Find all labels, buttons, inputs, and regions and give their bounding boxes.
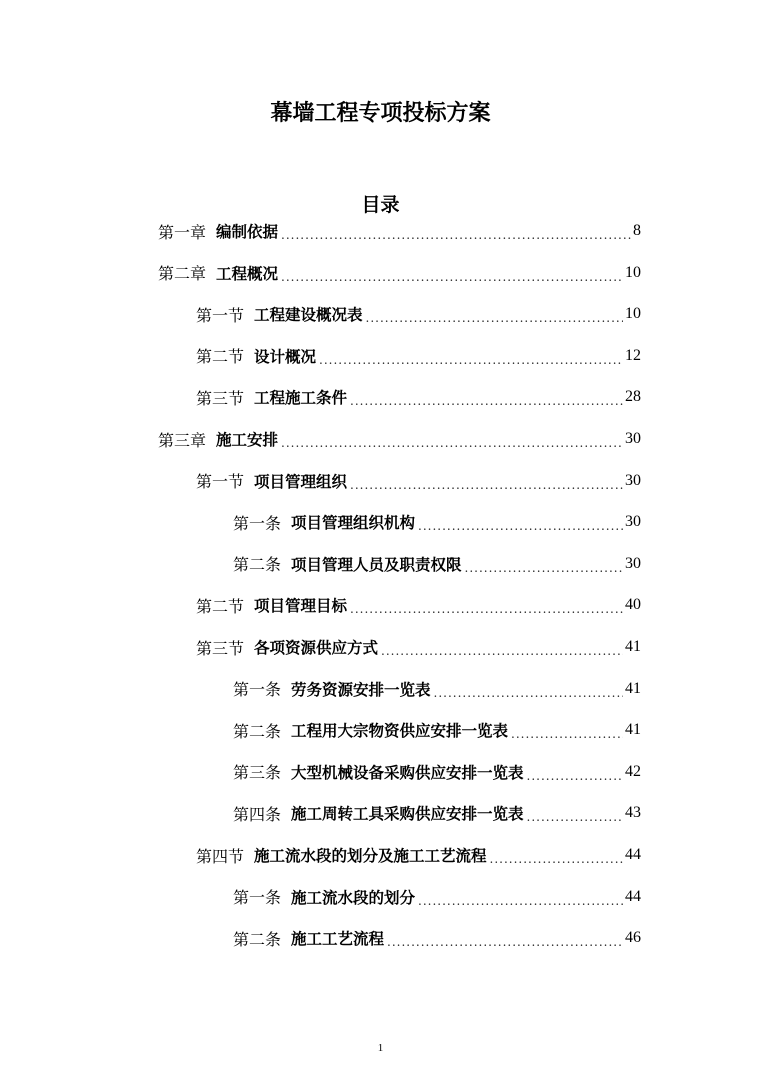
toc-dot-leader [490,852,623,866]
toc-dot-leader [350,394,623,408]
toc-entry[interactable] [158,218,641,244]
toc-entry-number: 第一条 [233,513,282,533]
toc-entry[interactable] [196,343,641,369]
toc-entry-title: 施工流水段的划分 [291,888,416,907]
toc-entry[interactable] [196,384,641,410]
toc-entry-page: 30 [625,471,641,489]
toc-entry[interactable] [196,468,641,494]
toc-entry[interactable] [196,592,641,618]
toc-entry[interactable] [233,759,641,785]
toc-entry-title: 各项资源供应方式 [254,639,379,657]
toc-entry-title: 施工安排 [216,431,279,449]
toc-dot-leader [281,228,631,242]
toc-entry-number: 第二条 [233,555,282,575]
toc-entry-page: 10 [625,305,641,323]
toc-entry-number: 第三条 [233,763,282,783]
toc-entry-title: 工程概况 [216,264,279,283]
toc-entry-title: 项目管理人员及职责权限 [291,555,462,574]
toc-entry-number: 第四节 [196,846,245,866]
toc-entry-number: 第三章 [158,430,207,450]
toc-entry-number: 第二节 [196,596,245,616]
toc-entry-number: 第二章 [158,264,207,284]
toc-entry-title: 项目管理目标 [254,597,348,616]
toc-dot-leader [511,727,623,741]
toc-entry-title: 工程用大宗物资供应安排一览表 [291,722,509,741]
toc-dot-leader [319,353,623,367]
toc-entry-page: 10 [625,263,641,281]
toc-entry-page: 44 [625,887,641,905]
toc-entry-number: 第二条 [233,929,282,949]
toc-dot-leader [366,311,623,325]
toc-entry-page: 46 [625,929,641,947]
toc-entry-page: 30 [625,554,641,572]
toc-dot-leader [418,894,623,908]
toc-dot-leader [418,519,623,533]
toc-entry[interactable] [196,634,641,660]
toc-entry-title: 工程施工条件 [254,389,348,408]
toc-entry-number: 第一节 [196,305,245,325]
toc-entry-number: 第一节 [196,472,245,492]
toc-dot-leader [434,686,623,700]
toc-dot-leader [387,935,623,949]
toc-entry-number: 第三节 [196,638,245,658]
toc-entry-number: 第三节 [196,388,245,408]
toc-entry[interactable] [233,551,641,577]
toc-entry-page: 28 [625,388,641,406]
toc-dot-leader [281,436,623,450]
toc-entry[interactable] [233,925,641,951]
toc-entry-page: 12 [625,346,641,364]
toc-heading: 目录 [361,194,400,216]
toc-dot-leader [381,644,623,658]
toc-entry[interactable] [233,676,641,702]
toc-entry-page: 30 [625,513,641,531]
toc-entry-title: 编制依据 [216,223,279,241]
page-number: 1 [377,1042,384,1054]
toc-entry-number: 第一条 [233,888,282,908]
toc-entry-page: 40 [625,596,641,614]
toc-entry[interactable] [196,842,641,868]
toc-entry-number: 第二条 [233,721,282,741]
toc-entry-page: 30 [625,430,641,447]
toc-entry-page: 43 [625,804,641,822]
toc-dot-leader [527,769,623,783]
toc-entry-title: 项目管理组织机构 [291,514,416,533]
toc-entry-title: 设计概况 [254,347,317,366]
toc-entry-page: 41 [625,721,641,739]
toc-entry[interactable] [233,800,641,826]
toc-entry-title: 施工工艺流程 [291,930,385,949]
toc-entry-page: 42 [625,762,641,780]
toc-dot-leader [281,270,623,284]
toc-dot-leader [465,561,623,575]
toc-entry-title: 施工流水段的划分及施工工艺流程 [254,847,487,865]
toc-entry-title: 工程建设概况表 [254,306,363,325]
toc-entry-page: 8 [633,222,641,239]
toc-entry-page: 41 [625,638,641,655]
toc-entry-number: 第四条 [233,804,282,824]
toc-entry[interactable] [158,260,641,286]
toc-entry[interactable] [196,301,641,327]
toc-entry-title: 项目管理组织 [254,472,348,491]
toc-entry[interactable] [233,884,641,910]
toc-entry[interactable] [233,717,641,743]
toc-entry-title: 施工周转工具采购供应安排一览表 [291,805,524,824]
toc-entry[interactable] [233,509,641,535]
toc-dot-leader [350,602,623,616]
toc-dot-leader [527,810,623,824]
toc-entry-title: 劳务资源安排一览表 [291,680,431,699]
toc-entry-page: 41 [625,679,641,697]
toc-dot-leader [350,478,623,492]
toc-entry-number: 第二节 [196,347,245,367]
toc-entry-title: 大型机械设备采购供应安排一览表 [291,763,524,782]
document-title: 幕墙工程专项投标方案 [270,101,491,126]
toc-entry-number: 第一章 [158,222,207,242]
toc-entry[interactable] [158,426,641,452]
toc-entry-number: 第一条 [233,680,282,700]
toc-entry-page: 44 [625,846,641,863]
